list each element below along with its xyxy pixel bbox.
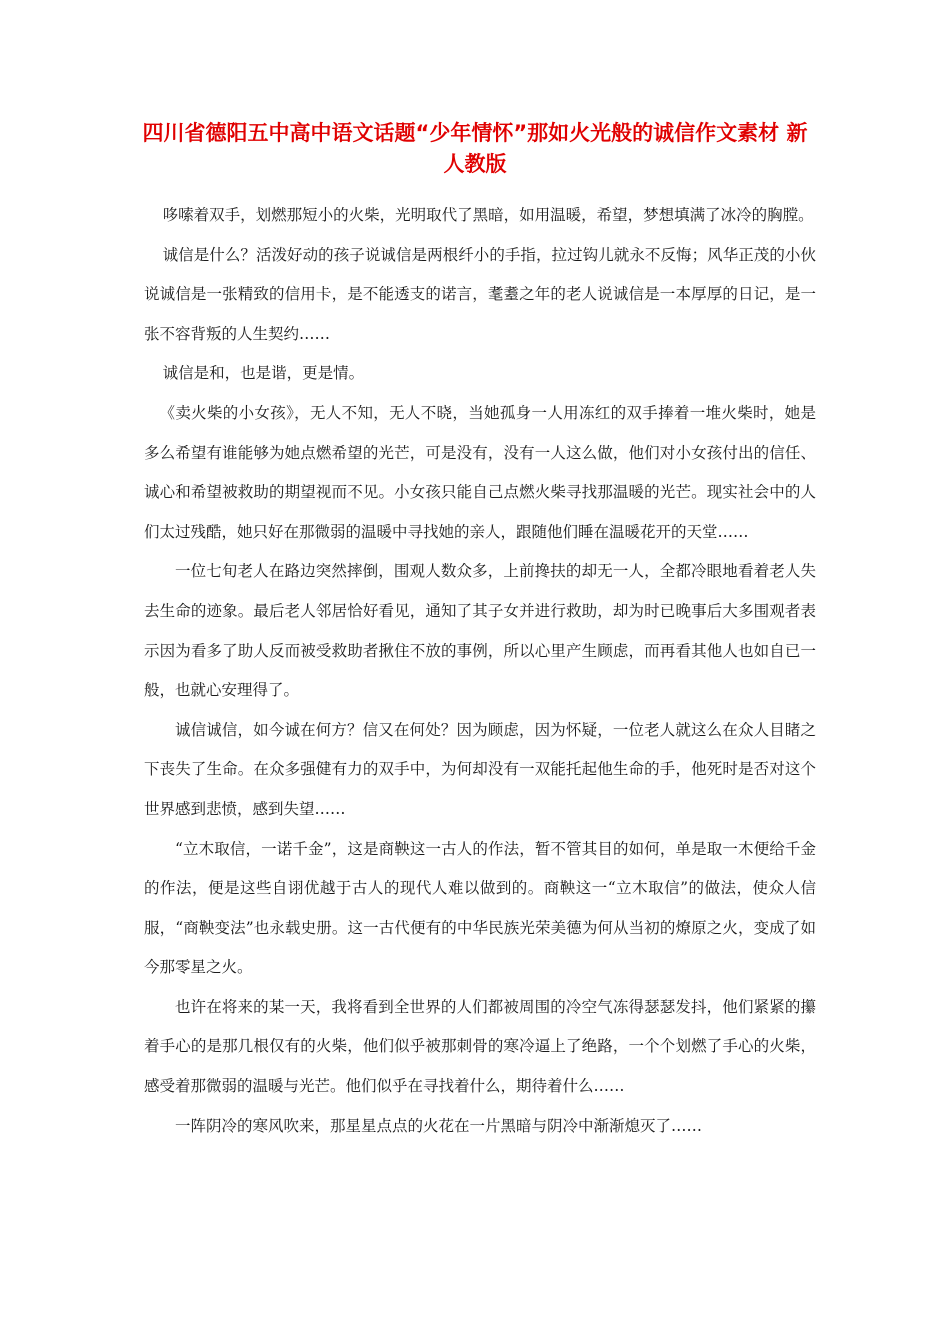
paragraph-7: “立木取信，一诺千金”，这是商鞅这一古人的作法，暂不管其目的如何，单是取一木便给千金的作法，便是这些自诩优越于古人的现代人难以做到的。商鞅这一“立木取信”的做法，使众人信服，“商鞅变法”也永载史册。这一古代便有的中华民族光荣美德为何从当初的燎原之火，变成了如今那零星之火。 xyxy=(144,839,816,977)
paragraph-5: 一位七旬老人在路边突然摔倒，围观人数众多，上前搀扶的却无一人，全都冷眼地看着老人失去生命的迹象。最后老人邻居恰好看见，通知了其子女并进行救助，却为时已晚事后大多围观者表示因为看多了助人反而被受救助者揪住不放的事例，所以心里产生顾虑，而再看其他人也如自已一般，也就心安理得了。 xyxy=(144,562,816,700)
paragraph-2: 诚信是什么？活泼好动的孩子说诚信是两根纤小的手指，拉过钩儿就永不反悔；风华正茂的小伙说诚信是一张精致的信用卡，是不能透支的诺言，耄耋之年的老人说诚信是一本厚厚的日记，是一张不容背叛的人生契约…… xyxy=(144,245,816,343)
paragraph-6: 诚信诚信，如今诚在何方？信又在何处？因为顾虑，因为怀疑，一位老人就这么在众人目睹之下丧失了生命。在众多强健有力的双手中，为何却没有一双能托起他生命的手，他死时是否对这个世界感到悲愤，感到失望…… xyxy=(144,720,816,818)
paragraph-9: 一阵阴冷的寒风吹来，那星星点点的火花在一片黑暗与阴冷中渐渐熄灭了…… xyxy=(175,1116,703,1135)
paragraph-8: 也许在将来的某一天，我将看到全世界的人们都被周围的冷空气冻得瑟瑟发抖，他们紧紧的攥着手心的是那几根仅有的火柴，他们似乎被那刺骨的寒冷逼上了绝路，一个个划燃了手心的火柴，感受着那微弱的温暖与光芒。他们似乎在寻找着什么，期待着什么…… xyxy=(144,997,816,1096)
document-body xyxy=(144,196,816,1146)
paragraph-3: 诚信是和，也是谐，更是情。 xyxy=(162,364,365,383)
document-title: 四川省德阳五中高中语文话题“少年情怀”那如火光般的诚信作文素材 新人教版 xyxy=(142,121,808,176)
paragraph-4: 《卖火柴的小女孩》，无人不知，无人不晓，当她孤身一人用冻红的双手捧着一堆火柴时，她是多么希望有谁能够为她点燃希望的光芒，可是没有，没有一人这么做，他们对小女孩付出的信任、诚心和希望被救助的期望视而不见。小女孩只能自己点燃火柴寻找那温暖的光芒。现实社会中的人们太过残酷，她只好在那微弱的温暖中寻找她的亲人，跟随他们睡在温暖花开的天堂…… xyxy=(144,403,816,541)
paragraph-1: 哆嗦着双手，划燃那短小的火柴，光明取代了黑暗，如用温暖，希望，梦想填满了冰冷的胸膛。 xyxy=(162,206,814,224)
